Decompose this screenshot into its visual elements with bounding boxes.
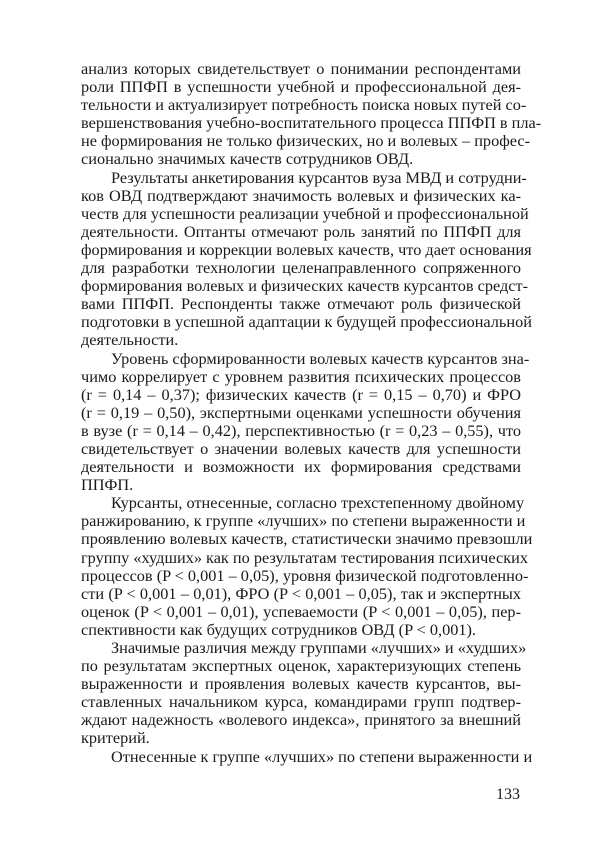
text-line: (r = 0,19 – 0,50), экспертными оценками успешности обучения <box>81 402 521 422</box>
text-line: критерий. <box>81 728 150 748</box>
text-line: для разработки технологии целенаправленного сопряженного <box>81 258 521 278</box>
text-line: Уровень сформированности волевых качеств курсантов зна- <box>111 348 530 368</box>
text-line: не формирования не только физических, но и волевых – профес- <box>81 131 531 151</box>
paragraph <box>81 638 527 748</box>
page-number: 133 <box>496 786 520 803</box>
text-line: ставленных начальником курса, командирами групп подтвер- <box>81 692 521 712</box>
text-line: ждают надежность «волевого индекса», принятого за внешний <box>81 710 521 730</box>
paragraph <box>81 167 532 350</box>
text-line: по результатам экспертных оценок, характеризующих степень <box>81 656 521 676</box>
text-line: деятельности и возможности их формирования средствами <box>81 457 521 477</box>
paragraph <box>81 746 533 766</box>
text-line: ППФП. <box>81 475 134 495</box>
text-line: в вузе (r = 0,14 – 0,42), перспективностью (r = 0,23 – 0,55), что <box>81 420 521 440</box>
text-line: честв для успешности реализации учебной и профессиональной <box>81 203 529 223</box>
text-line: ранжированию, к группе «лучших» по степени выраженности и <box>81 511 526 531</box>
text-line: сионально значимых качеств сотрудников ОВД. <box>81 149 414 169</box>
text-line: тельности и актуализирует потребность поиска новых путей со- <box>81 95 527 115</box>
text-line: процессов (P < 0,001 – 0,05), уровня физической подготовленно- <box>81 565 529 585</box>
text-line: деятельности. Оптанты отмечают роль занятий по ППФП для <box>81 221 521 241</box>
text-line: вами ППФП. Респонденты также отмечают роль физической <box>81 294 521 314</box>
text-line: Результаты анкетирования курсантов вуза МВД и сотрудни- <box>111 167 527 187</box>
text-line: ков ОВД подтверждают значимость волевых и физических ка- <box>81 185 521 205</box>
text-line: Значимые различия между группами «лучших» и «худших» <box>111 638 527 657</box>
text-line: формирования и коррекции волевых качеств, что дает основания <box>81 239 532 259</box>
paragraph <box>81 59 542 169</box>
text-line: проявлению волевых качеств, статистически значимо превзошли <box>81 529 533 549</box>
text-line: роли ППФП в успешности учебной и профессиональной дея- <box>81 77 521 97</box>
page-body <box>81 59 542 766</box>
text-line: Отнесенные к группе «лучших» по степени выраженности и <box>111 746 533 766</box>
text-line: Курсанты, отнесенные, согласно трехстепенному двойному <box>111 493 525 513</box>
text-line: спективности как будущих сотрудников ОВД (P < 0,001). <box>81 619 476 639</box>
text-line: деятельности. <box>81 330 179 350</box>
text-line: подготовки в успешной адаптации к будущей профессиональной <box>81 312 532 332</box>
text-line: (r = 0,14 – 0,37); физических качеств (r = 0,15 – 0,70) и ФРО <box>81 384 521 404</box>
text-line: анализ которых свидетельствует о понимании респондентами <box>81 59 521 78</box>
text-line: группу «худших» как по результатам тестирования психических <box>81 547 528 567</box>
text-line: чимо коррелирует с уровнем развития психических процессов <box>81 366 521 386</box>
text-line: выраженности и проявления волевых качеств курсантов, вы- <box>81 674 521 694</box>
text-line: свидетельствует о значении волевых качеств для успешности <box>81 438 521 458</box>
text-line: сти (P < 0,001 – 0,01), ФРО (P < 0,001 – 0,05), так и экспертных <box>81 583 521 603</box>
text-line: вершенствования учебно-воспитательного процесса ППФП в пла- <box>81 113 542 133</box>
text-line: формирования волевых и физических качеств курсантов средст- <box>81 276 529 296</box>
text-line: оценок (P < 0,001 – 0,01), успеваемости (P < 0,001 – 0,05), пер- <box>81 601 521 621</box>
paragraph <box>81 493 533 639</box>
paragraph <box>81 348 530 495</box>
